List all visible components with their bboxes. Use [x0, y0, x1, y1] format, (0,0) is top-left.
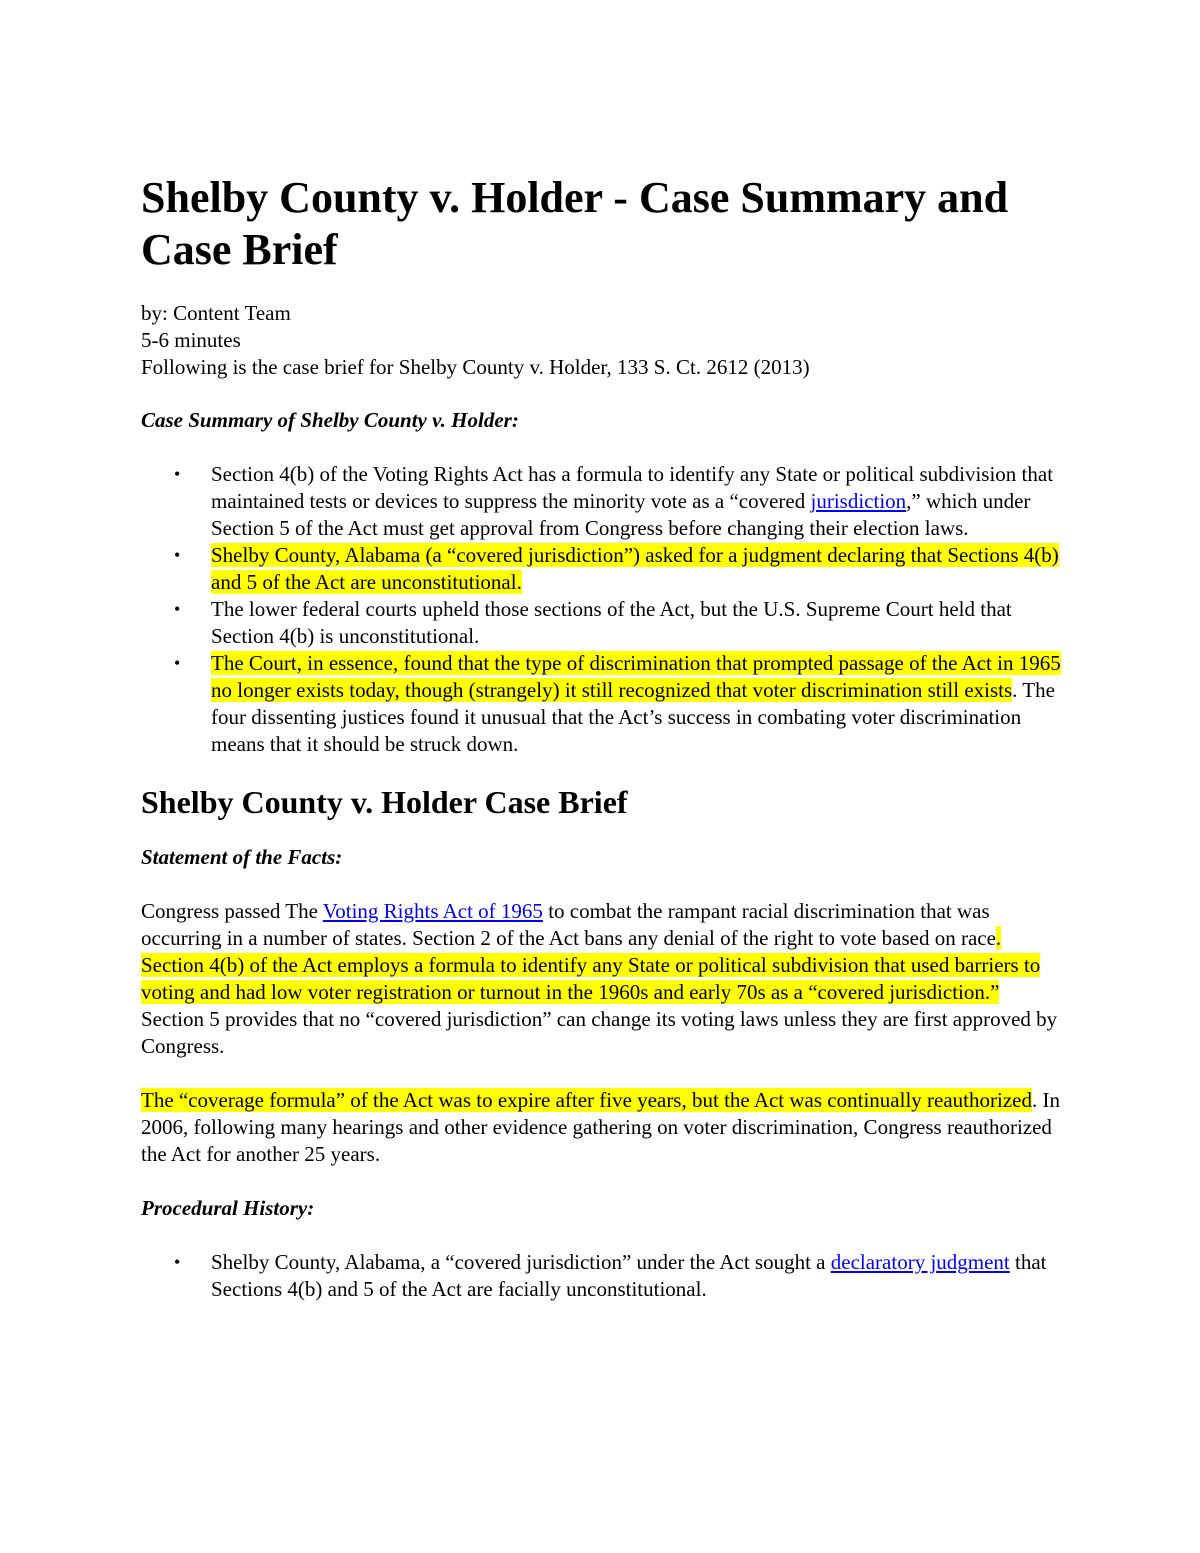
list-item-text: Section 4(b) of the Voting Rights Act has a formula to identify any State or political subdivision that maintained tests or devices to suppress the minority vote as a “covered	[211, 462, 1054, 513]
highlighted-text: . Section 4(b) of the Act employs a formula to identify any State or political subdivision that used barriers to voting and had low voter registration or turnout in the 1960s and early 70s as a “covered jurisdiction.”	[141, 926, 1041, 1004]
facts-paragraph-2	[141, 1087, 1066, 1168]
list-item	[141, 1249, 1066, 1303]
bullet-icon: •	[174, 1252, 181, 1272]
paragraph-text: to combat the rampant racial discrimination that was occurring in a number of states. Section 2 of the Act bans any denial of the right to vote based on race	[141, 899, 996, 950]
jurisdiction-link[interactable]: jurisdiction	[810, 489, 907, 513]
bullet-icon: •	[174, 653, 181, 673]
procedural-list	[141, 1249, 1066, 1303]
facts-paragraph-1	[141, 898, 1066, 1060]
voting-rights-act-link[interactable]: Voting Rights Act of 1965	[322, 899, 543, 923]
list-item	[141, 596, 1066, 650]
brief-heading: Shelby County v. Holder Case Brief	[141, 784, 628, 820]
declaratory-judgment-link[interactable]: declaratory judgment	[830, 1250, 1010, 1274]
paragraph-text: . In 2006, following many hearings and other evidence gathering on voter discrimination, Congress reauthorized the Act for another 25 years.	[141, 1088, 1060, 1166]
paragraph-text: Section 5 provides that no “covered jurisdiction” can change its voting laws unless they are first approved by Congress.	[141, 1007, 1058, 1058]
highlighted-text: The Court, in essence, found that the type of discrimination that prompted passage of the Act in 1965 no longer exists today, though (strangely) it still recognized that voter discrimination still exists	[211, 651, 1061, 702]
page-title: Shelby County v. Holder - Case Summary and Case Brief	[141, 173, 1009, 274]
byline	[141, 300, 1066, 354]
bullet-icon: •	[174, 545, 181, 565]
highlighted-text: Shelby County, Alabama (a “covered jurisdiction”) asked for a judgment declaring that Sections 4(b) and 5 of the Act are unconstitutional.	[211, 543, 1059, 594]
facts-heading: Statement of the Facts:	[141, 845, 343, 869]
summary-heading: Case Summary of Shelby County v. Holder:	[141, 408, 519, 432]
highlighted-text: The “coverage formula” of the Act was to expire after five years, but the Act was continually reauthorized	[141, 1088, 1032, 1112]
list-item	[141, 542, 1066, 596]
document-content	[141, 172, 1066, 1303]
read-time: 5-6 minutes	[141, 328, 241, 352]
bullet-icon: •	[174, 464, 181, 484]
list-item-text: . The four dissenting justices found it unusual that the Act’s success in combating voter discrimination means that it should be struck down.	[211, 678, 1055, 756]
summary-list	[141, 461, 1066, 758]
list-item-text: The lower federal courts upheld those sections of the Act, but the U.S. Supreme Court held that Section 4(b) is unconstitutional.	[211, 597, 1012, 648]
intro-paragraph: Following is the case brief for Shelby County v. Holder, 133 S. Ct. 2612 (2013)	[141, 355, 810, 379]
list-item-text: ,” which under Section 5 of the Act must get approval from Congress before changing their election laws.	[211, 489, 1031, 540]
bullet-icon: •	[174, 599, 181, 619]
list-item-text: Shelby County, Alabama, a “covered jurisdiction” under the Act sought a	[211, 1250, 831, 1274]
list-item	[141, 461, 1066, 542]
list-item	[141, 650, 1066, 758]
list-item-text: that Sections 4(b) and 5 of the Act are facially unconstitutional.	[211, 1250, 1047, 1301]
author-line: by: Content Team	[141, 301, 291, 325]
procedural-heading: Procedural History:	[141, 1196, 315, 1220]
paragraph-text: Congress passed The	[141, 899, 323, 923]
